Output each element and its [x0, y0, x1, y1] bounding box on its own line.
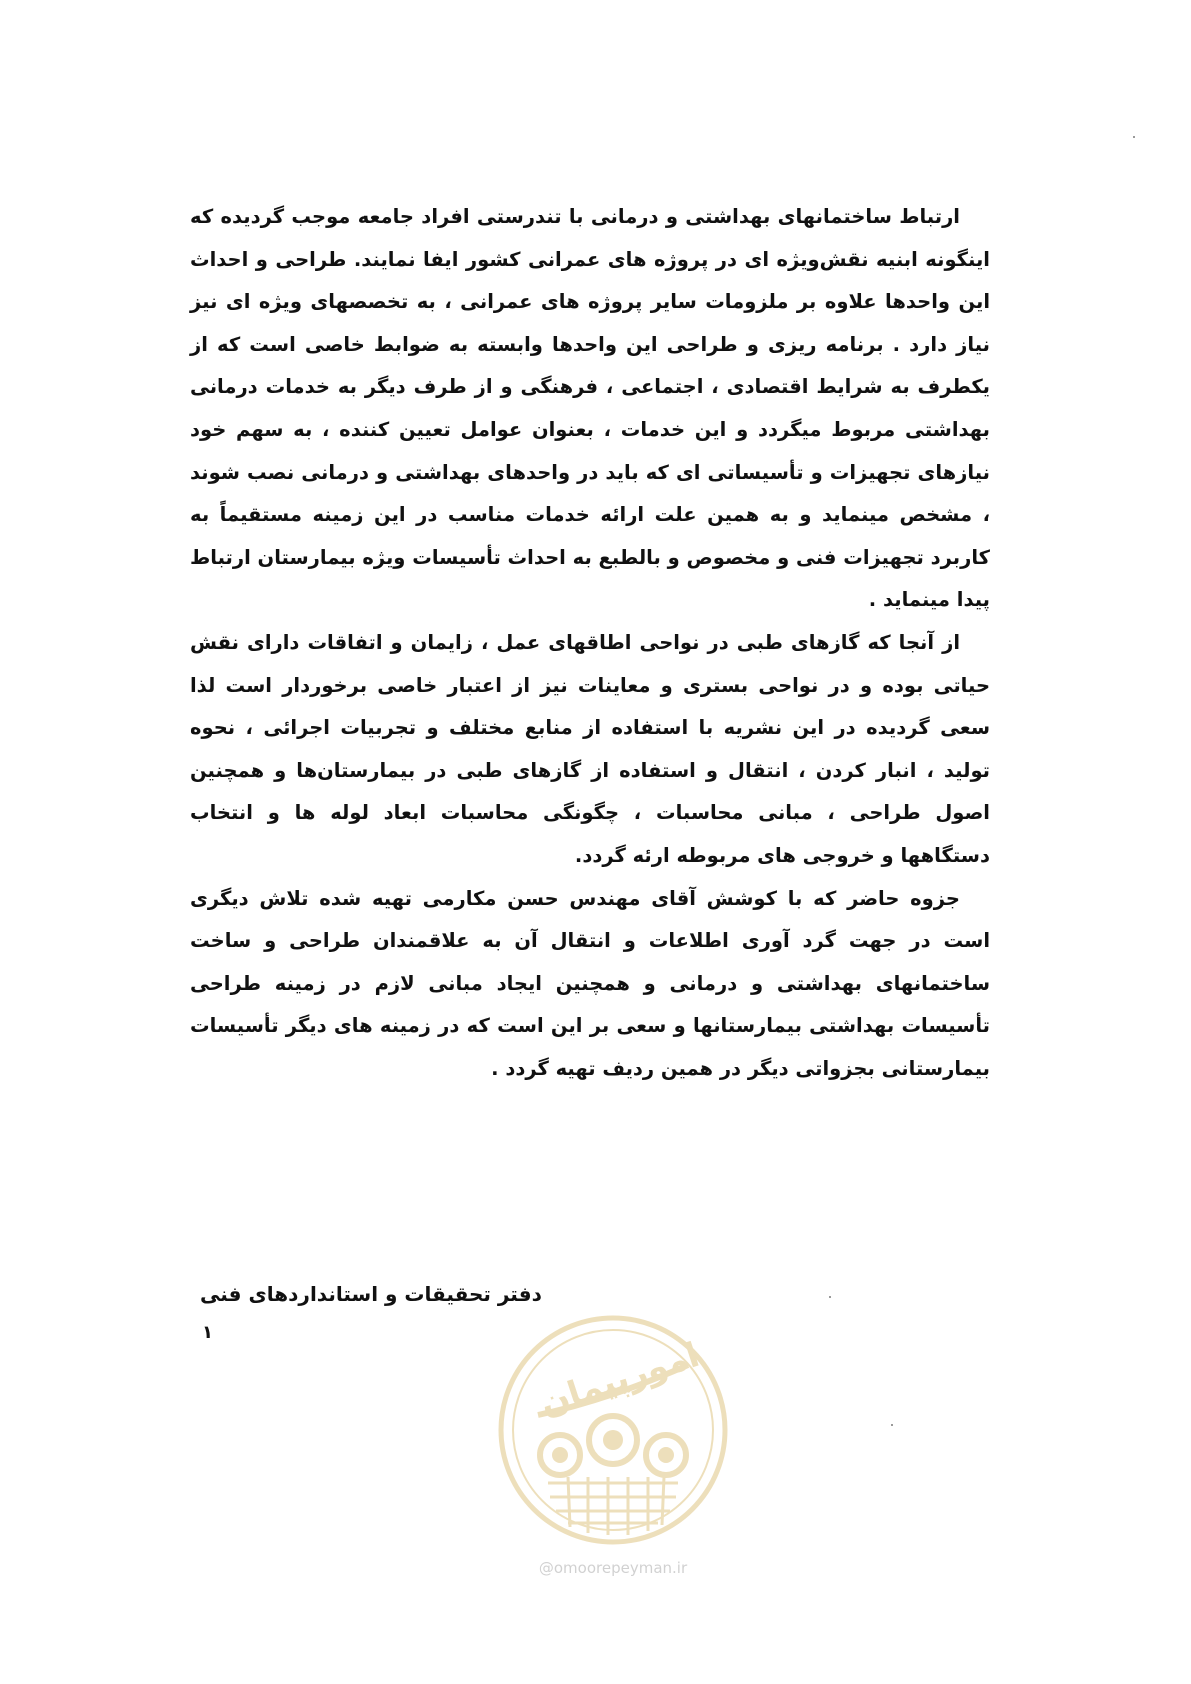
paragraph-author: جزوه حاضر که با کوشش آقای مهندس حسن مکارمی تهیه شده تلاش دیگری است در جهت گرد آوری اطلاعات و انتقال آن به علاقمندان طراحی و ساخت ساختمانهای بهداشتی و درمانی و همچنین ایجاد مبانی لازم در زمینه طراحی تأسیسات بهداشتی بیمارستانها و سعی بر این است که در زمینه های دیگر تأسیسات بیمارستانی بجزواتی دیگر در همین ردیف تهیه گردد . — [190, 886, 990, 1080]
paragraph-intro: ارتباط ساختمانهای بهداشتی و درمانی با تندرستی افراد جامعه موجب گردیده که اینگونه ابنیه نقش‌ویژه ای در پروژه های عمرانی کشور ایفا نمایند. طراحی و احداث این واحدها علاوه بر ملزومات سایر پروژه های عمرانی ، به تخصصهای ویژه ای نیز نیاز دارد . برنامه ریزی و طراحی این واحدها وابسته به ضوابط خاصی است که از یکطرف به شرایط اقتصادی ، اجتماعی ، فرهنگی و از طرف دیگر به خدمات درمانی بهداشتی مربوط میگردد و این خدمات ، بعنوان عوامل تعیین کننده ، به سهم خود نیازهای تجهیزات و تأسیساتی ای که باید در واحدهای بهداشتی و درمانی نصب شوند ، مشخص مینماید و به همین علت ارائه خدمات مناسب در این زمینه مستقیماً به کاربرد تجهیزات فنی و مخصوص و بالطبع به احداث تأسیسات ویژه بیمارستان ارتباط پیدا مینماید . — [190, 205, 990, 612]
scan-speck — [891, 1424, 893, 1426]
signature-office: دفتر تحقیقات و استانداردهای فنی — [200, 1282, 542, 1306]
watermark-url: @omoorepeyman.ir — [538, 1559, 688, 1577]
signature-mark: ۱ — [202, 1322, 213, 1343]
watermark-logo-text: امورپیمان — [535, 1335, 705, 1425]
paragraph-medical-gases: از آنجا که گازهای طبی در نواحی اطاقهای عمل ، زایمان و اتفاقات دارای نقش حیاتی بوده و در نواحی بستری و معاینات نیز از اعتبار خاصی برخوردار است لذا سعی گردیده در این نشریه با استفاده از منابع مختلف و تجربیات اجرائی ، نحوه تولید ، انبار کردن ، انتقال و استفاده از گازهای طبی در بیمارستان‌ها و همچنین اصول طراحی ، مبانی محاسبات ، چگونگی محاسبات ابعاد لوله ها و انتخاب دستگاهها و خروجی های مربوطه ارئه گردد. — [190, 630, 990, 867]
watermark — [488, 1305, 738, 1595]
scan-speck — [829, 1296, 831, 1298]
body-text — [190, 196, 990, 1090]
watermark-logo-icon — [488, 1305, 738, 1555]
scan-speck — [1133, 136, 1135, 138]
